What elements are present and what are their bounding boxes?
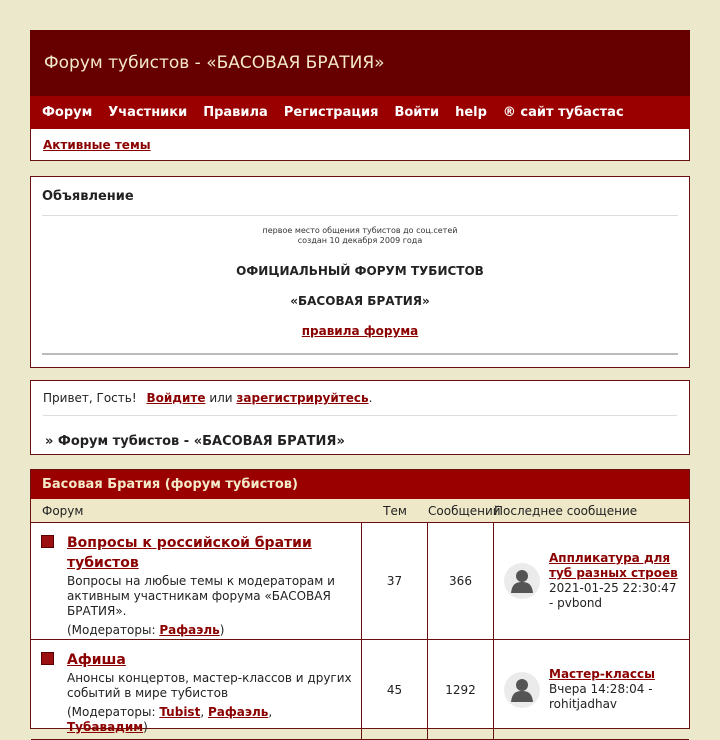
last-post bbox=[494, 523, 689, 639]
forum-row bbox=[31, 523, 689, 640]
posts-count: 1292 bbox=[428, 640, 494, 739]
user-silhouette-icon bbox=[511, 678, 533, 702]
category-header bbox=[31, 470, 689, 499]
nav-help[interactable]: help bbox=[455, 105, 487, 120]
nav-login[interactable]: Войти bbox=[394, 105, 440, 120]
user-silhouette-icon bbox=[511, 569, 533, 593]
brotherhood-text: «БАСОВАЯ БРАТИЯ» bbox=[290, 294, 430, 308]
forum-rules-link[interactable]: правила форума bbox=[301, 324, 419, 338]
nav-forum[interactable]: Форум bbox=[42, 105, 93, 120]
last-post-meta: 2021-01-25 22:30:47 - pvbond bbox=[549, 581, 677, 610]
forum-title-link[interactable]: Вопросы к российской братии тубистов bbox=[67, 535, 312, 571]
forum-description: Вопросы на любые темы к модераторам и активным участникам форума «БАСОВАЯ БРАТИЯ». bbox=[67, 574, 335, 618]
forum-moderators: (Модераторы: Tubist, Рафаэль, Тубавадим) bbox=[67, 705, 273, 734]
nav-rules[interactable]: Правила bbox=[203, 105, 268, 120]
guest-greeting bbox=[43, 391, 677, 405]
site-title[interactable]: Форум тубистов - «БАСОВАЯ БРАТИЯ» bbox=[44, 53, 385, 73]
site-title-bar bbox=[30, 30, 690, 96]
breadcrumb[interactable]: » Форум тубистов - «БАСОВАЯ БРАТИЯ» bbox=[45, 434, 345, 449]
login-link[interactable]: Войдите bbox=[146, 391, 206, 405]
posts-count: 366 bbox=[428, 523, 494, 639]
divider bbox=[43, 415, 677, 416]
moderators-label: (Модераторы: bbox=[67, 623, 160, 637]
col-topics: Тем bbox=[383, 503, 407, 518]
moderators-label: (Модераторы: bbox=[67, 705, 160, 719]
moderator-link[interactable]: Рафаэль bbox=[207, 705, 269, 719]
announcement-panel bbox=[30, 176, 690, 368]
sub-nav bbox=[30, 129, 690, 161]
announcement-line-2: создан 10 декабря 2009 года bbox=[297, 236, 423, 245]
category-title[interactable]: Басовая Братия (форум тубистов) bbox=[42, 477, 298, 492]
forum-description: Анонсы концертов, мастер-классов и других событий в мире тубистов bbox=[67, 671, 352, 700]
forum-status-icon bbox=[41, 652, 54, 665]
official-forum-text: ОФИЦИАЛЬНЫЙ ФОРУМ ТУБИСТОВ bbox=[236, 264, 484, 278]
forum-header bbox=[30, 30, 690, 161]
moderator-link[interactable]: Tubist bbox=[159, 705, 201, 719]
divider bbox=[42, 353, 678, 355]
divider bbox=[42, 215, 678, 216]
forum-row bbox=[31, 640, 689, 740]
moderator-link[interactable]: Рафаэль bbox=[159, 623, 220, 637]
topics-count: 45 bbox=[362, 640, 428, 739]
nav-members[interactable]: Участники bbox=[108, 105, 188, 120]
col-forum: Форум bbox=[42, 503, 84, 518]
forum-moderators bbox=[67, 623, 353, 638]
announcement-line-1: первое место общения тубистов до соц.сетей bbox=[262, 226, 458, 235]
forum-info bbox=[31, 523, 362, 639]
nav-register[interactable]: Регистрация bbox=[283, 105, 379, 120]
last-post-meta: Вчера 14:28:04 - rohitjadhav bbox=[549, 682, 653, 711]
last-post-link[interactable]: Аппликатура для туб разных строев bbox=[549, 551, 678, 580]
forum-info bbox=[31, 640, 362, 739]
period-text: . bbox=[368, 391, 373, 405]
moderator-link[interactable]: Тубавадим bbox=[67, 720, 144, 734]
col-last-post: Последнее сообщение bbox=[494, 503, 638, 518]
avatar[interactable] bbox=[504, 672, 540, 708]
moderators-close: ) bbox=[143, 720, 148, 734]
category-block bbox=[30, 469, 690, 734]
announcement-heading: Объявление bbox=[42, 189, 134, 204]
greeting-text: Привет, Гость! bbox=[43, 391, 137, 405]
forum-title-link[interactable]: Афиша bbox=[67, 652, 126, 668]
col-posts: Сообщений bbox=[428, 503, 501, 518]
moderators-close: ) bbox=[219, 623, 225, 637]
avatar[interactable] bbox=[504, 563, 540, 599]
nav-site-link[interactable]: ® сайт тубастас bbox=[502, 105, 624, 120]
topics-count: 37 bbox=[362, 523, 428, 639]
column-headers bbox=[31, 499, 689, 523]
active-topics-link[interactable]: Активные темы bbox=[43, 137, 151, 152]
main-nav bbox=[30, 96, 690, 129]
forum-status-icon bbox=[41, 535, 54, 548]
greeting-panel bbox=[30, 380, 690, 455]
register-link[interactable]: зарегистрируйтесь bbox=[236, 391, 369, 405]
last-post-link[interactable]: Мастер-классы bbox=[549, 667, 655, 681]
last-post bbox=[494, 640, 689, 739]
or-text: или bbox=[209, 391, 233, 405]
